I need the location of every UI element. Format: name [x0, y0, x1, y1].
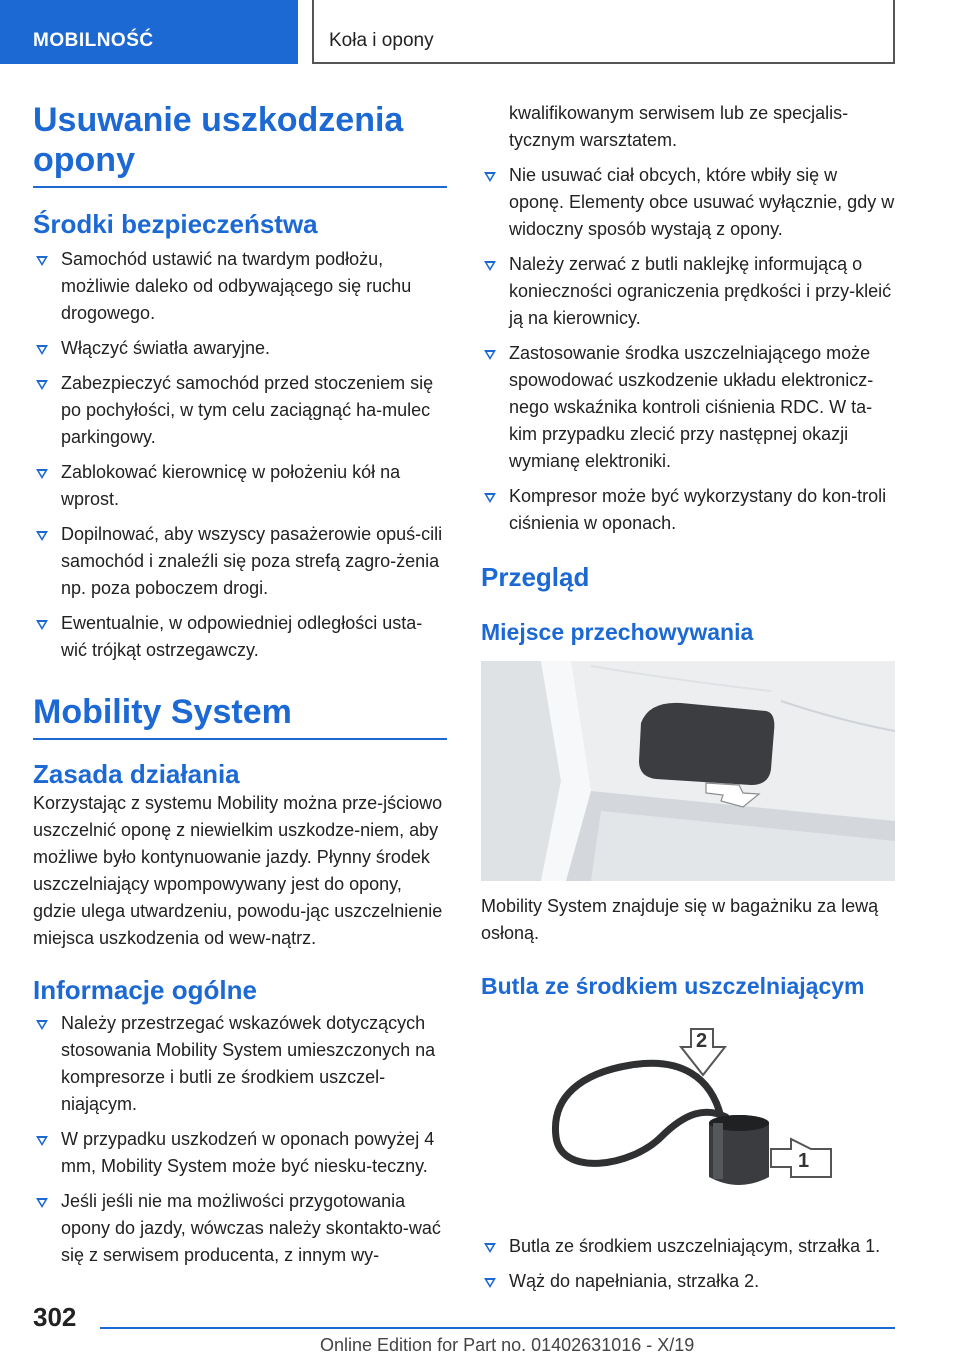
- general-list: [33, 1010, 447, 1269]
- main-title-block: [33, 100, 447, 188]
- list-item: Dopilnować, aby wszyscy pasażerowie opuś-cili samochód i znaleźli się poza strefą zagro-żenia np. poza poboczem drogi.: [33, 521, 447, 602]
- bullet-triangle-icon: [484, 261, 496, 271]
- bullet-triangle-icon: [484, 172, 496, 182]
- storage-caption: Mobility System znajduje się w bagażniku za lewą osłoną.: [481, 896, 879, 943]
- list-item: W przypadku uszkodzeń w oponach powyżej 4 mm, Mobility System może być niesku-teczny.: [33, 1126, 447, 1180]
- bullet-triangle-icon: [36, 380, 48, 390]
- list-item: Należy przestrzegać wskazówek dotyczących stosowania Mobility System umieszczonych na kompresorze i butli ze środkiem uszczel-niającym.: [33, 1010, 447, 1118]
- continued-text: kwalifikowanym serwisem lub ze specjalis-tycznym warsztatem.: [509, 103, 849, 150]
- safety-heading: Środki bezpieczeństwa: [33, 209, 318, 239]
- bullet-triangle-icon: [484, 1243, 496, 1253]
- list-item: Zabezpieczyć samochód przed stoczeniem się po pochyłości, w tym celu zaciągnąć ha-mulec parkingowy.: [33, 370, 447, 451]
- bullet-triangle-icon: [36, 1198, 48, 1208]
- list-item: Należy zerwać z butli naklejkę informującą o konieczności ograniczenia prędkości i przy-kleić ją na kierownicy.: [481, 251, 895, 332]
- list-item: Włączyć światła awaryjne.: [33, 335, 447, 362]
- left-column: [33, 100, 447, 1277]
- footer-edition: Online Edition for Part no. 01402631016 - X/19: [320, 1335, 695, 1355]
- storage-illustration: [481, 661, 895, 881]
- mobility-title-block: [33, 692, 447, 740]
- chapter-header: [312, 0, 895, 64]
- list-item: Nie usuwać ciał obcych, które wbiły się w oponę. Elementy obce usuwać wyłącznie, gdy w widoczny sposób wystają z opony.: [481, 162, 895, 243]
- right-column: [481, 100, 895, 1303]
- bullet-triangle-icon: [36, 256, 48, 266]
- list-item: Jeśli jeśli nie ma możliwości przygotowania opony do jazdy, wówczas należy skontakto-wać się z serwisem producenta, z innym wy-: [33, 1188, 447, 1269]
- list-item: Kompresor może być wykorzystany do kon-troli ciśnienia w oponach.: [481, 483, 895, 537]
- mobility-title: Mobility System: [33, 693, 292, 731]
- bullet-triangle-icon: [36, 345, 48, 355]
- arrow-2-label: 2: [696, 1030, 708, 1052]
- section-label: MOBILNOŚĆ: [33, 30, 154, 51]
- chapter-label: Koła i opony: [329, 30, 434, 51]
- list-item: Butla ze środkiem uszczelniającym, strzałka 1.: [481, 1233, 895, 1260]
- sealant-bottle-illustration: [481, 1017, 895, 1227]
- right-list: [481, 162, 895, 537]
- list-item: Wąż do napełniania, strzałka 2.: [481, 1268, 895, 1295]
- bottle-heading: Butla ze środkiem uszczelniającym: [481, 973, 865, 999]
- principle-text: Korzystając z systemu Mobility można prze-jściowo uszczelnić oponę z niewielkim uszkodze-niem, aby możliwe było kontynuowanie jazdy. Płynny środek uszczelniający wpompowywany jest do opony, gdzie ulega utwardzeniu, powodu-jąc uszczelnienie miejsca uszkodzenia od wew-nątrz.: [33, 793, 443, 948]
- section-tab: [0, 0, 298, 64]
- general-heading: Informacje ogólne: [33, 975, 257, 1005]
- safety-list: [33, 246, 447, 664]
- page-number: 302: [33, 1302, 77, 1332]
- bottle-list: [481, 1233, 895, 1295]
- list-item: Ewentualnie, w odpowiedniej odległości usta-wić trójkąt ostrzegawczy.: [33, 610, 447, 664]
- bullet-triangle-icon: [36, 531, 48, 541]
- bullet-triangle-icon: [484, 493, 496, 503]
- storage-heading: Miejsce przechowywania: [481, 619, 754, 645]
- bullet-triangle-icon: [36, 469, 48, 479]
- list-item: Samochód ustawić na twardym podłożu, możliwie daleko od odbywającego się ruchu drogowego.: [33, 246, 447, 327]
- page-title: Usuwanie uszkodzenia opony: [33, 101, 404, 179]
- bullet-triangle-icon: [36, 1136, 48, 1146]
- bullet-triangle-icon: [36, 620, 48, 630]
- list-item: Zablokować kierownicę w położeniu kół na wprost.: [33, 459, 447, 513]
- list-item: Zastosowanie środka uszczelniającego może spowodować uszkodzenie układu elektronicz-nego wskaźnika kontroli ciśnienia RDC. W ta-kim przypadku zlecić przy następnej okazji wymianę elektroniki.: [481, 340, 895, 475]
- footer-divider: [100, 1327, 895, 1329]
- bottle-illustration: [481, 1017, 895, 1227]
- bullet-triangle-icon: [484, 350, 496, 360]
- principle-heading: Zasada działania: [33, 759, 240, 789]
- bullet-triangle-icon: [484, 1278, 496, 1288]
- overview-heading: Przegląd: [481, 562, 590, 592]
- arrow-1-label: 1: [798, 1150, 810, 1172]
- bullet-triangle-icon: [36, 1020, 48, 1030]
- trunk-illustration: [481, 661, 895, 881]
